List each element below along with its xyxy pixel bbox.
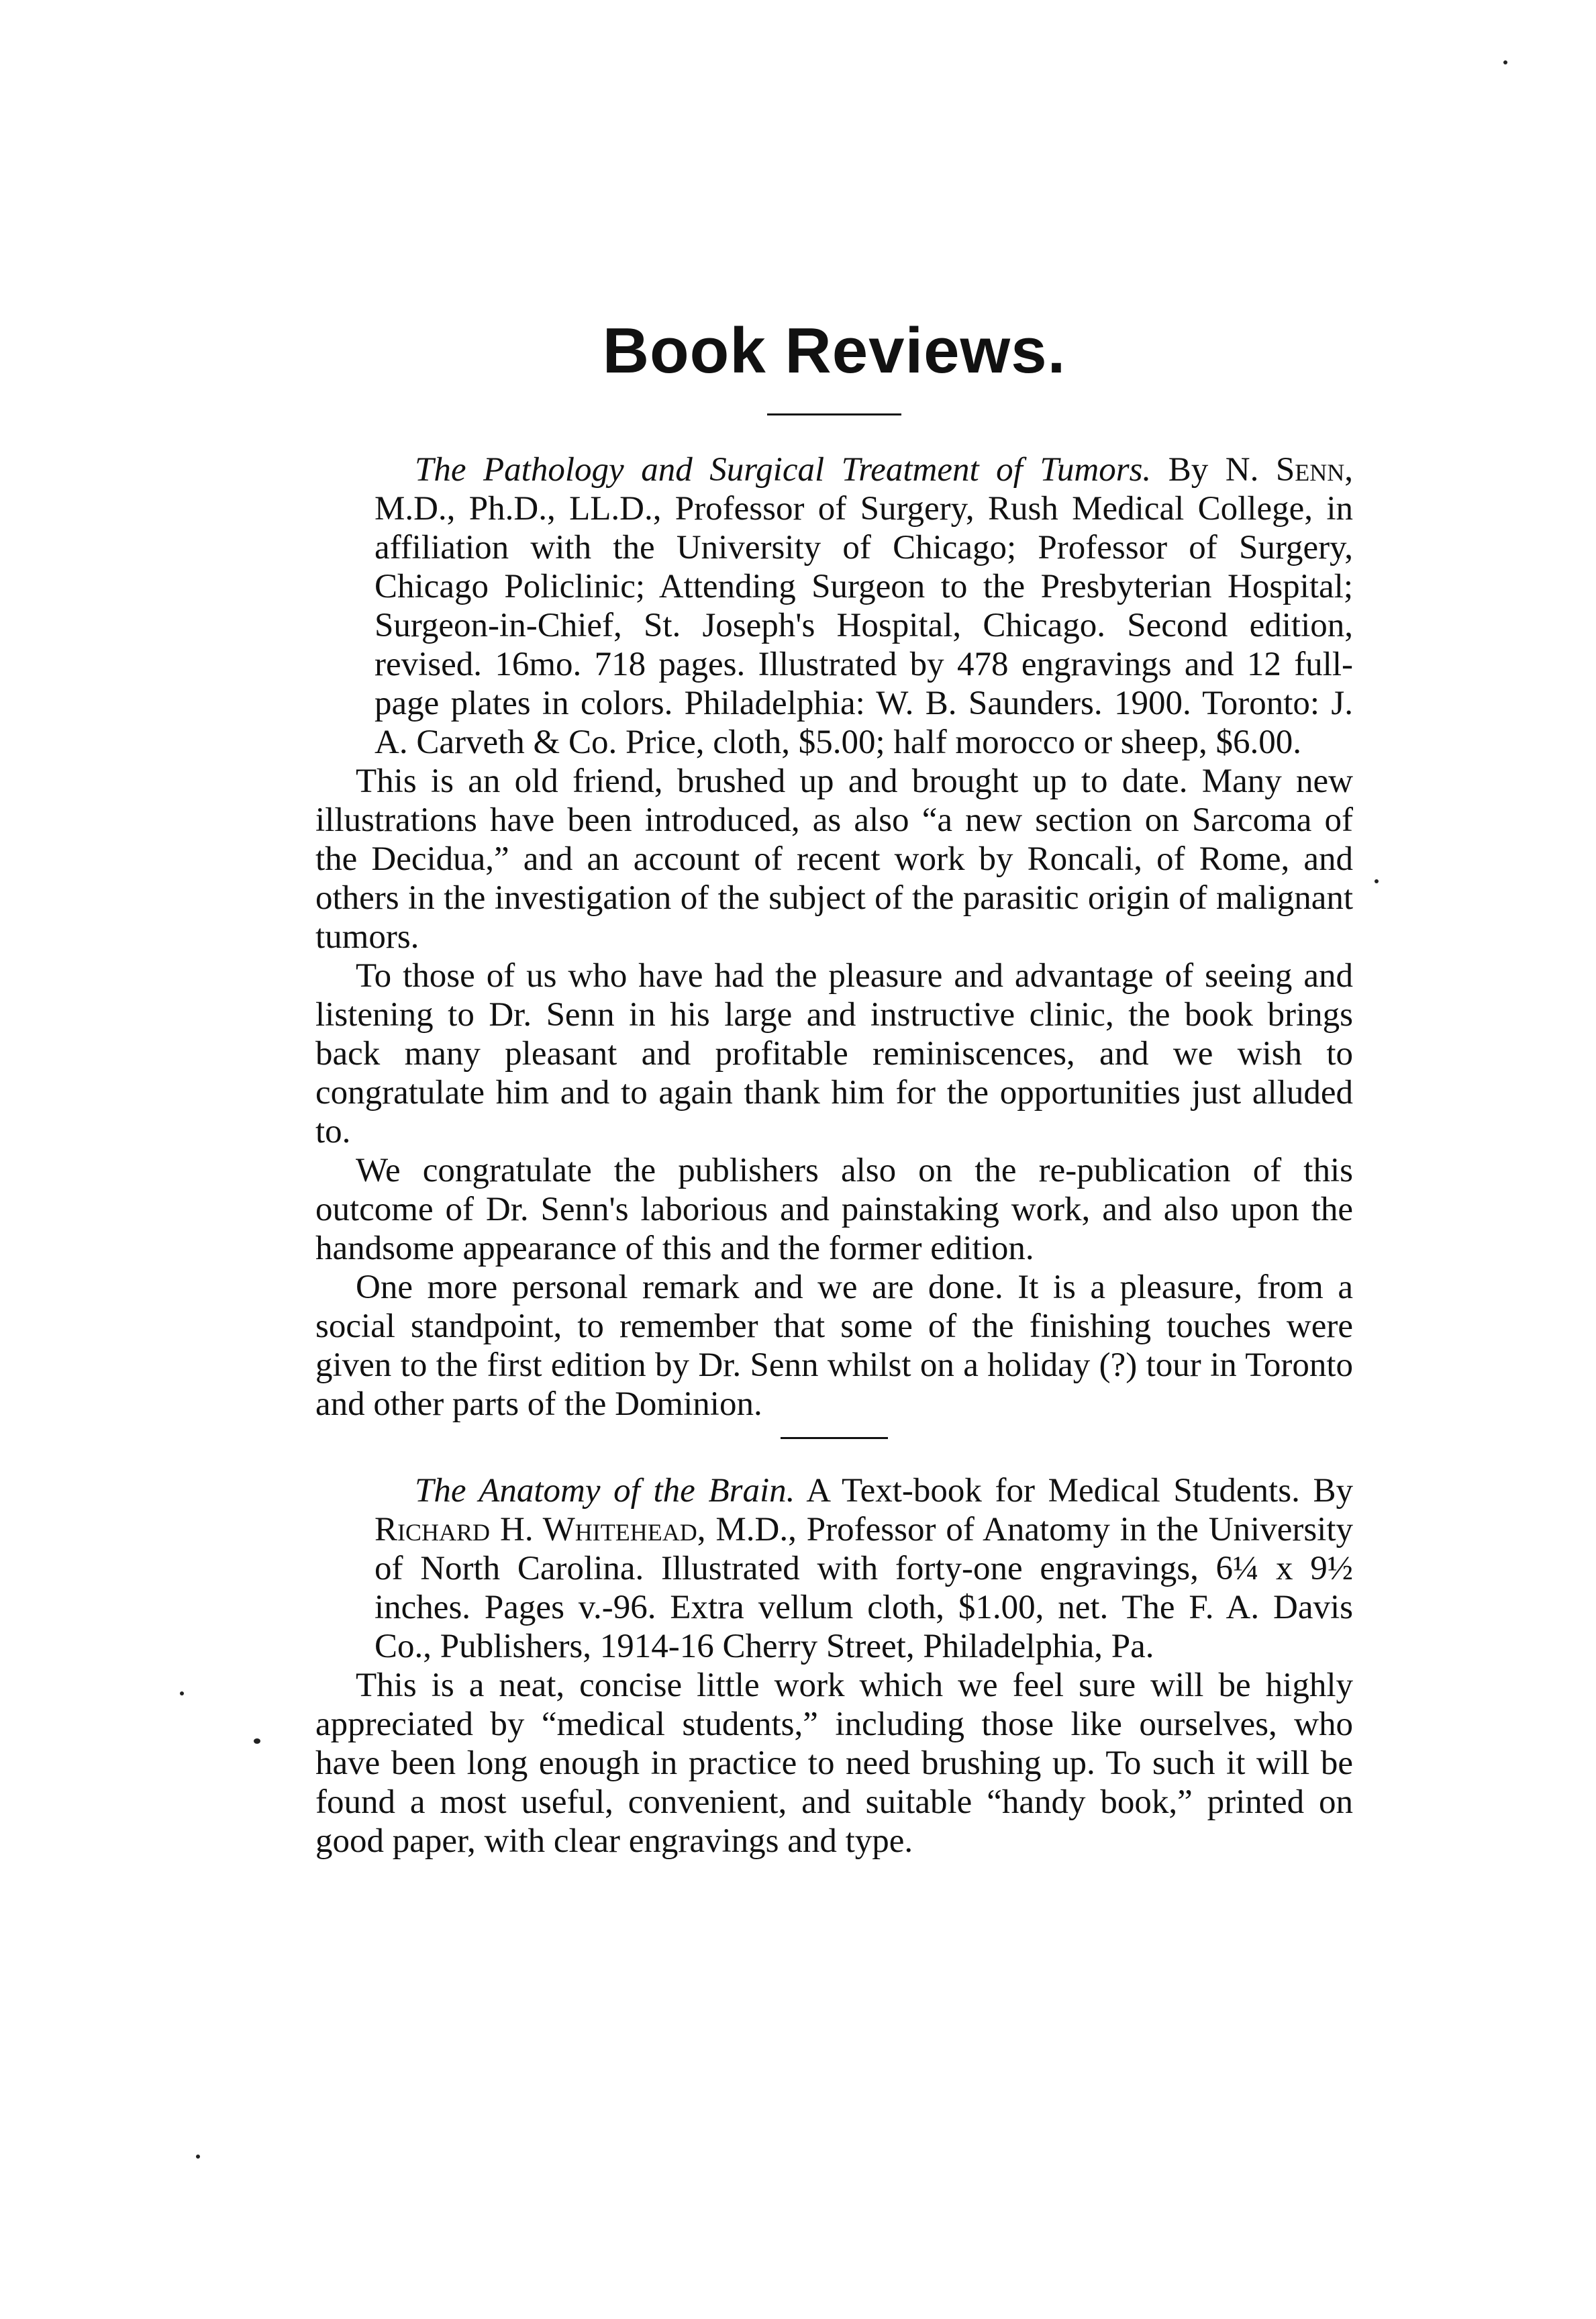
review-1-paragraph-4: One more personal remark and we are done. It is a pleasure, from a social standpoint, to remember that some of the finishing touches were given to the first edition by Dr. Senn whilst on a holiday (?) tour in Toronto and other parts of the Dominion. (315, 1268, 1353, 1423)
review-1-by: By (1151, 450, 1226, 489)
review-1-book-title: The Pathology and Surgical Treatment of Tumors. (415, 450, 1152, 489)
review-2-book-title: The Anatomy of the Brain. (415, 1471, 795, 1510)
scan-speck (1503, 60, 1507, 64)
page (315, 315, 1353, 1861)
review-1-author: N. Senn (1225, 450, 1345, 489)
review-1-paragraph-1: This is an old friend, brushed up and brought up to date. Many new illustrations have been introduced, as also “a new section on Sarcoma of the Decidua,” and an account of recent work by Roncali, of Rome, and others in the investigation of the subject of the parasitic origin of malignant tumors. (315, 762, 1353, 956)
scan-speck (196, 2155, 200, 2159)
review-2-by: A Text-book for Medical Students. By (795, 1471, 1353, 1510)
title-divider (767, 413, 901, 415)
review-1-paragraph-3: We congratulate the publishers also on the re-publication of this outcome of Dr. Senn's laborious and painstaking work, and also upon the handsome appearance of this and the former edition. (315, 1151, 1353, 1267)
review-1 (315, 450, 1353, 1424)
review-1-paragraph-2: To those of us who have had the pleasure and advantage of seeing and listening to Dr. Senn in his large and instructive clinic, the book brings back many pleasant and profitable reminiscences, and we wish to congratulate him and to again thank him for the opportunities just alluded to. (315, 956, 1353, 1150)
scan-speck (180, 1691, 184, 1695)
page-title: Book Reviews. (602, 315, 1066, 387)
review-2 (315, 1471, 1353, 1861)
scan-speck (1375, 879, 1379, 883)
review-1-citation (315, 450, 1353, 762)
review-2-paragraph-1: This is a neat, concise little work which we feel sure will be highly appreciated by “medical students,” including those like ourselves, who have been long enough in practice to need brushing up. To such it will be found a most useful, convenient, and suitable “handy book,” printed on good paper, with clear engravings and type. (315, 1666, 1353, 1860)
review-2-author: Richard H. Whitehead (375, 1510, 697, 1548)
review-2-citation (315, 1471, 1353, 1666)
review-divider (781, 1437, 888, 1439)
review-1-details: , M.D., Ph.D., LL.D., Professor of Surgery, Rush Medical College, in affiliation with the University of Chicago; Professor of Surgery, Chicago Policlinic; Attending Surgeon to the Presbyterian Hospital; Surgeon-in-Chief, St. Joseph's Hospital, Chicago. Second edition, revised. 16mo. 718 pages. Illustrated by 478 engravings and 12 full-page plates in colors. Philadelphia: W. B. Saunders. 1900. Toronto: J. A. Carveth & Co. Price, cloth, $5.00; half morocco or sheep, $6.00. (375, 450, 1353, 761)
review-2-details: , M.D., Professor of Anatomy in the University of North Carolina. Illustrated with forty-one engravings, 6¼ x 9½ inches. Pages v.-96. Extra vellum cloth, $1.00, net. The F. A. Davis Co., Publishers, 1914-16 Cherry Street, Philadelphia, Pa. (375, 1510, 1354, 1665)
scan-speck (254, 1738, 260, 1744)
